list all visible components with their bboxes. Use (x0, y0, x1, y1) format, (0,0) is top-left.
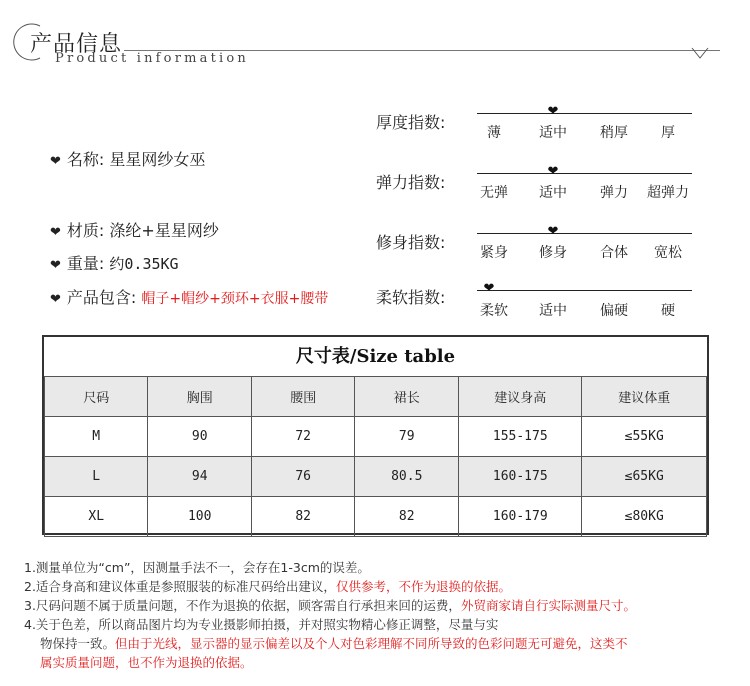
section-subtitle: Product information (55, 51, 249, 66)
table-cell: 72 (251, 417, 354, 457)
heart-icon: ❤ (50, 292, 61, 307)
index-scale-line (477, 113, 692, 114)
index-option: 修身 (539, 245, 567, 261)
index-option: 硬 (661, 303, 675, 319)
index-label-elasticity: 弹力指数: (376, 173, 446, 192)
table-header-row (45, 377, 707, 417)
index-option: 柔软 (480, 303, 508, 319)
note-4-highlight: 但由于光线，显示器的显示偏差以及个人对色彩理解不同所导致的色彩问题无可避免，这类不 (115, 636, 628, 651)
table-cell: 155-175 (459, 417, 582, 457)
index-scale-line (477, 290, 692, 291)
heart-marker-icon: ❤ (547, 224, 559, 239)
heart-icon: ❤ (50, 225, 61, 240)
table-header-cell: 胸围 (148, 377, 252, 417)
index-option: 稍厚 (600, 125, 628, 141)
index-scale-line (477, 173, 692, 174)
index-option: 适中 (539, 125, 567, 141)
note-4: 4.关于色差，所以商品图片均为专业摄影师拍摄，并对照实物精心修正调整，尽量与实 (24, 617, 499, 632)
info-name-row (50, 147, 205, 170)
index-option: 弹力 (600, 185, 628, 201)
index-option: 适中 (539, 303, 567, 319)
note-3-text: 3.尺码问题不属于质量问题，不作为退换的依据，顾客需自行承担来回的运费， (24, 598, 461, 613)
index-label-fit: 修身指数: (376, 233, 446, 252)
table-header-cell: 建议身高 (459, 377, 582, 417)
note-4-continued (24, 634, 744, 653)
table-cell: 80.5 (355, 457, 459, 497)
section-title: 产品信息 (30, 32, 123, 57)
table-row (45, 417, 707, 457)
heart-marker-icon: ❤ (483, 281, 495, 296)
info-material-label: 材质: (66, 221, 105, 240)
size-table-title: 尺寸表/Size table (295, 346, 456, 367)
note-2 (24, 577, 744, 596)
table-cell: 90 (148, 417, 252, 457)
index-option: 偏硬 (600, 303, 628, 319)
table-header-cell: 腰围 (251, 377, 354, 417)
index-label-thickness: 厚度指数: (376, 113, 446, 132)
size-table (42, 335, 709, 535)
index-label-softness: 柔软指数: (376, 288, 446, 307)
note-2-highlight: 仅供参考，不作为退换的依据。 (335, 579, 511, 594)
heart-icon: ❤ (50, 258, 61, 273)
index-option: 厚 (661, 125, 675, 141)
info-material-row (50, 218, 219, 241)
table-header-cell: 裙长 (355, 377, 459, 417)
info-contents-value: 帽子+帽纱+颈环+衣服+腰带 (141, 291, 329, 307)
size-table-grid (44, 376, 707, 537)
index-scale-line (477, 233, 692, 234)
heart-icon: ❤ (50, 154, 61, 169)
index-option: 超弹力 (647, 185, 689, 201)
heart-marker-icon: ❤ (547, 164, 559, 179)
table-row (45, 497, 707, 537)
info-name-value: 星星网纱女巫 (109, 150, 206, 169)
table-cell: 79 (355, 417, 459, 457)
index-option: 薄 (487, 125, 501, 141)
table-cell: ≤55KG (582, 417, 707, 457)
info-contents-label: 产品包含: (66, 288, 137, 307)
index-option: 紧身 (480, 245, 508, 261)
table-cell: 82 (251, 497, 354, 537)
note-3-highlight: 外贸商家请自行实际测量尺寸。 (460, 598, 636, 613)
index-option: 宽松 (654, 245, 682, 261)
table-header-cell: 尺码 (45, 377, 148, 417)
table-cell: ≤80KG (582, 497, 707, 537)
info-name-label: 名称: (66, 150, 105, 169)
table-cell: 94 (148, 457, 252, 497)
table-row (45, 457, 707, 497)
table-cell: 82 (355, 497, 459, 537)
info-weight-row (50, 251, 179, 274)
table-cell: L (45, 457, 148, 497)
note-4-end: 属实质量问题，也不作为退换的依据。 (40, 655, 253, 670)
table-header-cell: 建议体重 (582, 377, 707, 417)
table-cell: XL (45, 497, 148, 537)
notes-block (24, 558, 744, 672)
index-option: 适中 (539, 185, 567, 201)
chevron-down-icon (690, 46, 710, 60)
heart-marker-icon: ❤ (547, 104, 559, 119)
table-cell: 160-175 (459, 457, 582, 497)
table-cell: ≤65KG (582, 457, 707, 497)
table-cell: 160-179 (459, 497, 582, 537)
table-cell: 76 (251, 457, 354, 497)
index-option: 无弹 (480, 185, 508, 201)
note-4-text: 物保持一致。 (40, 636, 116, 651)
index-option: 合体 (600, 245, 628, 261)
table-cell: M (45, 417, 148, 457)
note-2-text: 2.适合身高和建议体重是参照服装的标准尺码给出建议， (24, 579, 336, 594)
info-contents-row (50, 285, 328, 308)
note-3 (24, 596, 744, 615)
info-material-value: 涤纶+星星网纱 (109, 221, 219, 240)
info-weight-value: 约0.35KG (109, 255, 179, 273)
note-1: 1.测量单位为“cm”，因测量手法不一，会存在1-3cm的误差。 (24, 560, 370, 575)
info-weight-label: 重量: (66, 254, 105, 273)
table-cell: 100 (148, 497, 252, 537)
